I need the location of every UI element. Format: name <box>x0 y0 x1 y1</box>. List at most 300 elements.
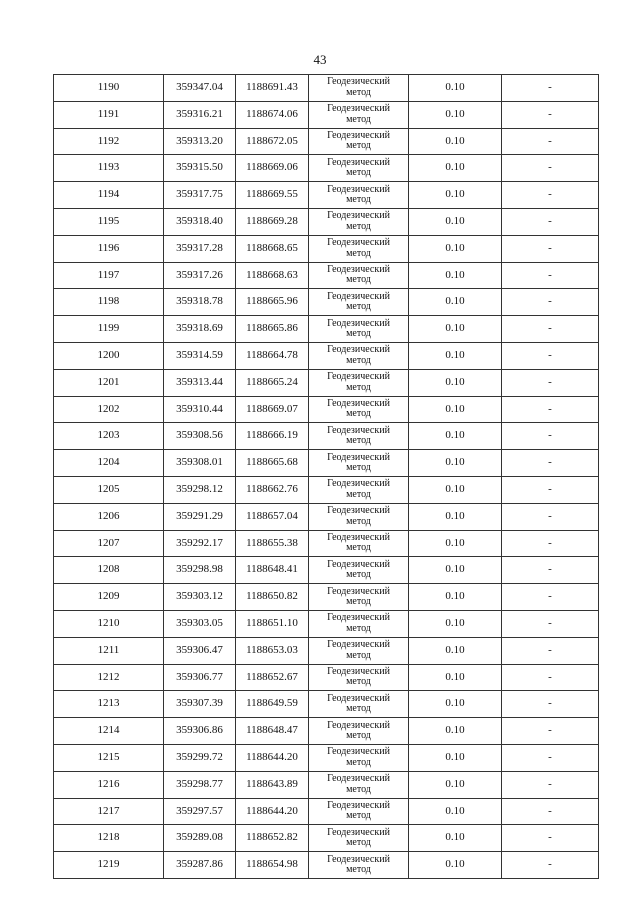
note-cell-text: - <box>548 670 552 683</box>
method-line2: метод <box>346 783 371 795</box>
point-number-cell <box>54 101 164 128</box>
method-line2: метод <box>346 435 371 447</box>
x-coordinate-cell <box>164 316 236 343</box>
method-cell <box>309 342 409 369</box>
x-coordinate-cell <box>164 476 236 503</box>
table-row <box>54 128 599 155</box>
point-number-cell-text: 1218 <box>97 831 120 844</box>
x-coordinate-cell <box>164 423 236 450</box>
method-line2: метод <box>346 596 371 608</box>
x-coordinate-cell-text: 359313.44 <box>176 375 223 388</box>
accuracy-cell-text: 0.10 <box>445 804 465 817</box>
accuracy-cell <box>409 744 502 771</box>
y-coordinate-cell <box>236 101 309 128</box>
note-cell-text: - <box>548 241 552 254</box>
method-line1: Геодезический <box>327 397 390 409</box>
method-line1: Геодезический <box>327 478 390 490</box>
table-row <box>54 450 599 477</box>
table-row <box>54 369 599 396</box>
table-row <box>54 637 599 664</box>
accuracy-cell <box>409 289 502 316</box>
method-line1: Геодезический <box>327 210 390 222</box>
method-cell <box>309 396 409 423</box>
method-line1: Геодезический <box>327 665 390 677</box>
point-number-cell <box>54 744 164 771</box>
x-coordinate-cell <box>164 101 236 128</box>
method-cell <box>309 208 409 235</box>
y-coordinate-cell <box>236 128 309 155</box>
method-cell <box>309 289 409 316</box>
y-coordinate-cell-text: 1188652.67 <box>246 670 298 683</box>
method-cell <box>309 557 409 584</box>
accuracy-cell-text: 0.10 <box>445 724 465 737</box>
x-coordinate-cell <box>164 128 236 155</box>
method-cell <box>309 637 409 664</box>
point-number-cell <box>54 128 164 155</box>
note-cell-text: - <box>548 81 552 93</box>
y-coordinate-cell-text: 1188668.65 <box>246 241 298 254</box>
table-row <box>54 691 599 718</box>
point-number-cell <box>54 825 164 852</box>
table-row <box>54 396 599 423</box>
note-cell <box>502 182 599 209</box>
y-coordinate-cell <box>236 450 309 477</box>
accuracy-cell <box>409 610 502 637</box>
note-cell <box>502 503 599 530</box>
accuracy-cell-text: 0.10 <box>445 214 465 227</box>
note-cell <box>502 718 599 745</box>
x-coordinate-cell-text: 359313.20 <box>176 134 223 147</box>
method-line2: метод <box>346 756 371 768</box>
note-cell-text: - <box>548 107 552 120</box>
y-coordinate-cell-text: 1188649.59 <box>246 697 298 710</box>
method-line1: Геодезический <box>327 317 390 329</box>
accuracy-cell <box>409 423 502 450</box>
table-row <box>54 155 599 182</box>
x-coordinate-cell <box>164 691 236 718</box>
x-coordinate-cell-text: 359317.75 <box>176 188 223 201</box>
table-row <box>54 316 599 343</box>
table-row <box>54 342 599 369</box>
point-number-cell <box>54 208 164 235</box>
x-coordinate-cell <box>164 75 236 102</box>
method-line2: метод <box>346 328 371 340</box>
accuracy-cell <box>409 691 502 718</box>
y-coordinate-cell-text: 1188643.89 <box>246 777 298 790</box>
y-coordinate-cell-text: 1188665.68 <box>246 456 298 469</box>
note-cell-text: - <box>548 482 552 495</box>
x-coordinate-cell <box>164 744 236 771</box>
table-row <box>54 557 599 584</box>
note-cell-text: - <box>548 750 552 763</box>
x-coordinate-cell <box>164 450 236 477</box>
page-number: 43 <box>313 52 327 67</box>
note-cell <box>502 610 599 637</box>
method-line2: метод <box>346 703 371 715</box>
accuracy-cell-text: 0.10 <box>445 750 465 763</box>
table-row <box>54 718 599 745</box>
x-coordinate-cell-text: 359310.44 <box>176 402 223 415</box>
point-number-cell <box>54 718 164 745</box>
y-coordinate-cell-text: 1188654.98 <box>246 858 298 871</box>
method-cell <box>309 852 409 879</box>
method-line2: метод <box>346 301 371 313</box>
x-coordinate-cell <box>164 637 236 664</box>
accuracy-cell <box>409 155 502 182</box>
method-line1: Геодезический <box>327 156 390 168</box>
point-number-cell <box>54 664 164 691</box>
x-coordinate-cell <box>164 825 236 852</box>
y-coordinate-cell-text: 1188652.82 <box>246 831 298 844</box>
method-cell <box>309 316 409 343</box>
x-coordinate-cell <box>164 530 236 557</box>
method-line1: Геодезический <box>327 183 390 195</box>
note-cell-text: - <box>548 429 552 442</box>
y-coordinate-cell-text: 1188665.86 <box>246 322 298 335</box>
method-line1: Геодезический <box>327 692 390 704</box>
x-coordinate-cell-text: 359347.04 <box>176 81 223 93</box>
note-cell <box>502 557 599 584</box>
x-coordinate-cell-text: 359318.40 <box>176 214 223 227</box>
point-number-cell-text: 1199 <box>97 322 120 335</box>
method-line2: метод <box>346 113 371 125</box>
point-number-cell-text: 1198 <box>97 295 120 308</box>
y-coordinate-cell-text: 1188666.19 <box>246 429 298 442</box>
table-row <box>54 852 599 879</box>
point-number-cell <box>54 557 164 584</box>
y-coordinate-cell <box>236 718 309 745</box>
y-coordinate-cell <box>236 771 309 798</box>
y-coordinate-cell-text: 1188644.20 <box>246 804 298 817</box>
method-line1: Геодезический <box>327 746 390 758</box>
y-coordinate-cell <box>236 584 309 611</box>
y-coordinate-cell-text: 1188653.03 <box>246 643 298 656</box>
method-line2: метод <box>346 864 371 875</box>
accuracy-cell <box>409 530 502 557</box>
y-coordinate-cell-text: 1188665.24 <box>246 375 298 388</box>
accuracy-cell-text: 0.10 <box>445 482 465 495</box>
point-number-cell-text: 1202 <box>97 402 120 415</box>
x-coordinate-cell-text: 359314.59 <box>176 348 223 361</box>
method-line1: Геодезический <box>327 639 390 651</box>
x-coordinate-cell-text: 359318.78 <box>176 295 223 308</box>
accuracy-cell-text: 0.10 <box>445 616 465 629</box>
accuracy-cell-text: 0.10 <box>445 563 465 576</box>
note-cell-text: - <box>548 402 552 415</box>
method-line2: метод <box>346 86 371 98</box>
y-coordinate-cell-text: 1188655.38 <box>246 536 298 549</box>
note-cell <box>502 744 599 771</box>
method-cell <box>309 235 409 262</box>
method-line1: Геодезический <box>327 773 390 785</box>
method-line1: Геодезический <box>327 612 390 624</box>
point-number-cell <box>54 584 164 611</box>
method-line2: метод <box>346 488 371 500</box>
x-coordinate-cell <box>164 396 236 423</box>
accuracy-cell-text: 0.10 <box>445 402 465 415</box>
accuracy-cell-text: 0.10 <box>445 509 465 522</box>
method-cell <box>309 101 409 128</box>
y-coordinate-cell <box>236 825 309 852</box>
method-cell <box>309 691 409 718</box>
method-line1: Геодезический <box>327 344 390 356</box>
x-coordinate-cell-text: 359317.26 <box>176 268 223 281</box>
method-cell <box>309 530 409 557</box>
x-coordinate-cell-text: 359289.08 <box>176 831 223 844</box>
method-line1: Геодезический <box>327 505 390 517</box>
x-coordinate-cell <box>164 208 236 235</box>
y-coordinate-cell-text: 1188669.55 <box>246 188 298 201</box>
accuracy-cell-text: 0.10 <box>445 697 465 710</box>
point-number-cell <box>54 450 164 477</box>
accuracy-cell <box>409 128 502 155</box>
accuracy-cell <box>409 369 502 396</box>
point-number-cell-text: 1196 <box>97 241 120 254</box>
accuracy-cell <box>409 476 502 503</box>
note-cell-text: - <box>548 831 552 844</box>
y-coordinate-cell <box>236 235 309 262</box>
table-row <box>54 664 599 691</box>
note-cell <box>502 342 599 369</box>
note-cell-text: - <box>548 509 552 522</box>
accuracy-cell <box>409 450 502 477</box>
accuracy-cell <box>409 342 502 369</box>
point-number-cell-text: 1215 <box>97 750 120 763</box>
note-cell <box>502 396 599 423</box>
point-number-cell-text: 1201 <box>97 375 120 388</box>
accuracy-cell <box>409 208 502 235</box>
point-number-cell-text: 1219 <box>97 858 120 871</box>
table-row <box>54 798 599 825</box>
method-line2: метод <box>346 837 371 849</box>
note-cell <box>502 798 599 825</box>
point-number-cell-text: 1214 <box>97 724 120 737</box>
x-coordinate-cell-text: 359318.69 <box>176 322 223 335</box>
accuracy-cell-text: 0.10 <box>445 590 465 603</box>
point-number-cell <box>54 289 164 316</box>
y-coordinate-cell-text: 1188648.41 <box>246 563 298 576</box>
method-line2: метод <box>346 730 371 742</box>
point-number-cell-text: 1213 <box>97 697 120 710</box>
note-cell <box>502 530 599 557</box>
table-row <box>54 182 599 209</box>
method-line1: Геодезический <box>327 129 390 141</box>
table-row <box>54 101 599 128</box>
note-cell <box>502 584 599 611</box>
accuracy-cell-text: 0.10 <box>445 670 465 683</box>
y-coordinate-cell <box>236 208 309 235</box>
point-number-cell <box>54 691 164 718</box>
note-cell-text: - <box>548 643 552 656</box>
note-cell-text: - <box>548 134 552 147</box>
x-coordinate-cell-text: 359308.56 <box>176 429 223 442</box>
note-cell-text: - <box>548 456 552 469</box>
note-cell-text: - <box>548 188 552 201</box>
accuracy-cell-text: 0.10 <box>445 429 465 442</box>
point-number-cell <box>54 396 164 423</box>
method-line1: Геодезический <box>327 719 390 731</box>
note-cell-text: - <box>548 161 552 174</box>
method-cell <box>309 369 409 396</box>
note-cell-text: - <box>548 804 552 817</box>
method-line2: метод <box>346 542 371 554</box>
note-cell-text: - <box>548 858 552 871</box>
x-coordinate-cell-text: 359308.01 <box>176 456 223 469</box>
method-line1: Геодезический <box>327 103 390 115</box>
point-number-cell <box>54 423 164 450</box>
method-cell <box>309 128 409 155</box>
x-coordinate-cell-text: 359303.05 <box>176 616 223 629</box>
y-coordinate-cell-text: 1188644.20 <box>246 750 298 763</box>
method-cell <box>309 182 409 209</box>
note-cell-text: - <box>548 348 552 361</box>
method-line2: метод <box>346 676 371 688</box>
point-number-cell <box>54 316 164 343</box>
accuracy-cell <box>409 235 502 262</box>
method-line2: метод <box>346 194 371 206</box>
note-cell <box>502 691 599 718</box>
point-number-cell <box>54 503 164 530</box>
note-cell-text: - <box>548 536 552 549</box>
method-line1: Геодезический <box>327 76 390 88</box>
y-coordinate-cell-text: 1188674.06 <box>246 107 298 120</box>
x-coordinate-cell-text: 359298.12 <box>176 482 223 495</box>
method-line2: метод <box>346 247 371 259</box>
method-line1: Геодезический <box>327 451 390 463</box>
point-number-cell-text: 1205 <box>97 482 120 495</box>
coordinates-table <box>53 74 599 879</box>
method-line1: Геодезический <box>327 290 390 302</box>
y-coordinate-cell <box>236 637 309 664</box>
accuracy-cell-text: 0.10 <box>445 831 465 844</box>
y-coordinate-cell <box>236 664 309 691</box>
table-row <box>54 208 599 235</box>
point-number-cell-text: 1206 <box>97 509 120 522</box>
table-row <box>54 75 599 102</box>
method-cell <box>309 798 409 825</box>
method-cell <box>309 423 409 450</box>
point-number-cell <box>54 530 164 557</box>
point-number-cell-text: 1216 <box>97 777 120 790</box>
accuracy-cell-text: 0.10 <box>445 536 465 549</box>
note-cell-text: - <box>548 214 552 227</box>
y-coordinate-cell <box>236 155 309 182</box>
method-cell <box>309 664 409 691</box>
table-row <box>54 476 599 503</box>
method-line2: метод <box>346 167 371 179</box>
method-line1: Геодезический <box>327 826 390 838</box>
accuracy-cell-text: 0.10 <box>445 456 465 469</box>
note-cell <box>502 825 599 852</box>
table-row <box>54 584 599 611</box>
x-coordinate-cell-text: 359306.47 <box>176 643 223 656</box>
method-line2: метод <box>346 649 371 661</box>
point-number-cell <box>54 369 164 396</box>
method-cell <box>309 262 409 289</box>
accuracy-cell <box>409 718 502 745</box>
method-line1: Геодезический <box>327 531 390 543</box>
point-number-cell <box>54 798 164 825</box>
method-line2: метод <box>346 569 371 581</box>
y-coordinate-cell <box>236 530 309 557</box>
note-cell <box>502 664 599 691</box>
note-cell <box>502 235 599 262</box>
point-number-cell-text: 1209 <box>97 590 120 603</box>
table-row <box>54 235 599 262</box>
note-cell-text: - <box>548 724 552 737</box>
method-cell <box>309 771 409 798</box>
note-cell <box>502 128 599 155</box>
note-cell <box>502 423 599 450</box>
accuracy-cell-text: 0.10 <box>445 134 465 147</box>
y-coordinate-cell-text: 1188662.76 <box>246 482 298 495</box>
accuracy-cell-text: 0.10 <box>445 375 465 388</box>
accuracy-cell-text: 0.10 <box>445 161 465 174</box>
y-coordinate-cell-text: 1188669.07 <box>246 402 298 415</box>
x-coordinate-cell <box>164 182 236 209</box>
accuracy-cell-text: 0.10 <box>445 268 465 281</box>
method-line2: метод <box>346 220 371 232</box>
y-coordinate-cell <box>236 316 309 343</box>
accuracy-cell <box>409 852 502 879</box>
accuracy-cell <box>409 798 502 825</box>
y-coordinate-cell-text: 1188668.63 <box>246 268 298 281</box>
point-number-cell-text: 1195 <box>97 214 120 227</box>
note-cell-text: - <box>548 295 552 308</box>
x-coordinate-cell <box>164 369 236 396</box>
y-coordinate-cell-text: 1188665.96 <box>246 295 298 308</box>
accuracy-cell <box>409 262 502 289</box>
x-coordinate-cell <box>164 503 236 530</box>
y-coordinate-cell <box>236 262 309 289</box>
x-coordinate-cell <box>164 852 236 879</box>
method-line2: метод <box>346 140 371 152</box>
y-coordinate-cell <box>236 396 309 423</box>
y-coordinate-cell <box>236 852 309 879</box>
point-number-cell <box>54 155 164 182</box>
accuracy-cell-text: 0.10 <box>445 81 465 93</box>
y-coordinate-cell <box>236 798 309 825</box>
method-line2: метод <box>346 354 371 366</box>
table-row <box>54 771 599 798</box>
accuracy-cell <box>409 503 502 530</box>
table-row <box>54 503 599 530</box>
y-coordinate-cell <box>236 476 309 503</box>
table-row <box>54 289 599 316</box>
x-coordinate-cell <box>164 584 236 611</box>
point-number-cell-text: 1200 <box>97 348 120 361</box>
y-coordinate-cell <box>236 423 309 450</box>
table-row <box>54 262 599 289</box>
method-cell <box>309 744 409 771</box>
method-line1: Геодезический <box>327 237 390 249</box>
point-number-cell-text: 1217 <box>97 804 120 817</box>
x-coordinate-cell <box>164 342 236 369</box>
note-cell <box>502 771 599 798</box>
x-coordinate-cell <box>164 664 236 691</box>
note-cell-text: - <box>548 268 552 281</box>
note-cell <box>502 316 599 343</box>
method-line1: Геодезический <box>327 371 390 383</box>
y-coordinate-cell-text: 1188651.10 <box>246 616 298 629</box>
point-number-cell-text: 1197 <box>97 268 120 281</box>
x-coordinate-cell <box>164 235 236 262</box>
note-cell <box>502 369 599 396</box>
y-coordinate-cell-text: 1188650.82 <box>246 590 298 603</box>
x-coordinate-cell <box>164 610 236 637</box>
accuracy-cell <box>409 557 502 584</box>
y-coordinate-cell-text: 1188669.06 <box>246 161 298 174</box>
